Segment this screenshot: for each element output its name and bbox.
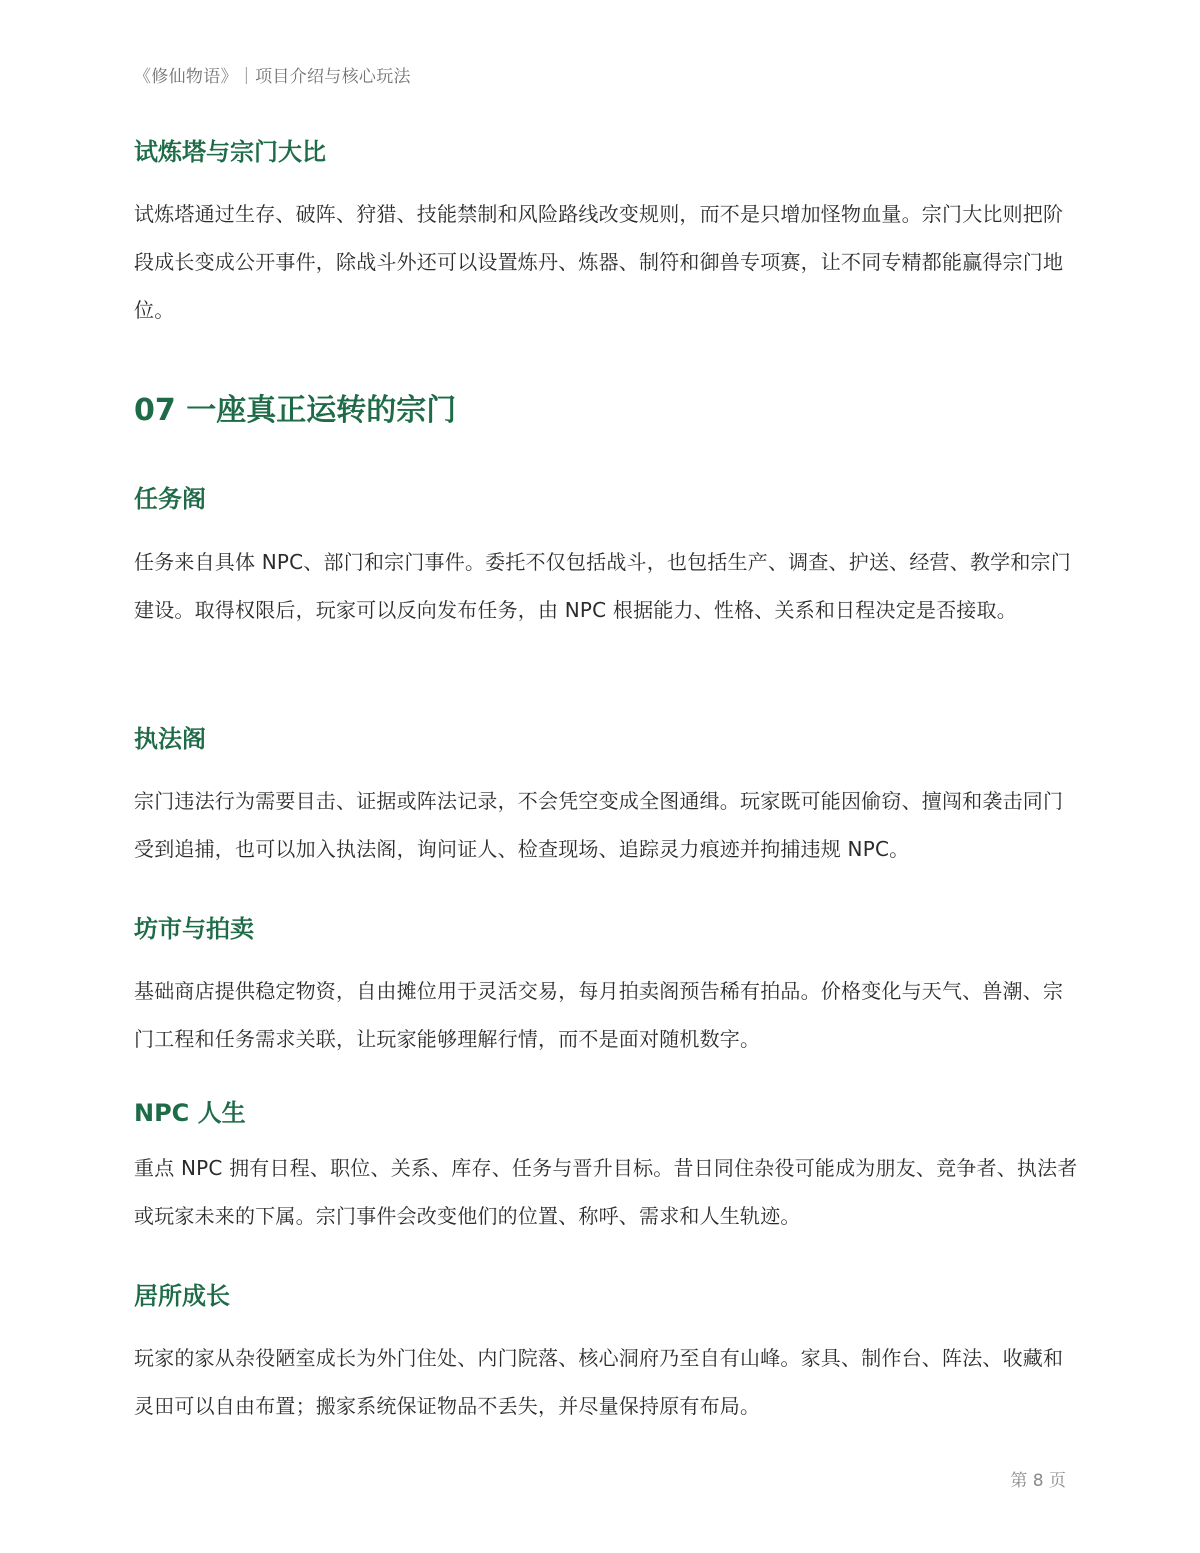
paragraph-market: 基础商店提供稳定物资，自由摊位用于灵活交易，每月拍卖阁预告稀有拍品。价格变化与天气、兽潮、宗门工程和任务需求关联，让玩家能够理解行情，而不是面对随机数字。 [134,979,1064,1051]
chapter-heading: 07 一座真正运转的宗门 [134,393,457,428]
paragraph-npc-life: 重点 NPC 拥有日程、职位、关系、库存、任务与晋升目标。昔日同住杂役可能成为朋友、竞争者、执法者或玩家未来的下属。宗门事件会改变他们的位置、称呼、需求和人生轨迹。 [134,1156,1078,1228]
heading-law-hall: 执法阁 [134,725,206,753]
heading-residence: 居所成长 [134,1282,230,1310]
paragraph-trial-tower: 试炼塔通过生存、破阵、狩猎、技能禁制和风险路线改变规则，而不是只增加怪物血量。宗门大比则把阶段成长变成公开事件，除战斗外还可以设置炼丹、炼器、制符和御兽专项赛，让不同专精都能赢得宗门地位。 [134,202,1064,322]
heading-market: 坊市与拍卖 [134,915,254,943]
paragraph-mission-hall: 任务来自具体 NPC、部门和宗门事件。委托不仅包括战斗，也包括生产、调查、护送、经营、教学和宗门建设。取得权限后，玩家可以反向发布任务，由 NPC 根据能力、性格、关系和日程决定是否接取。 [134,550,1071,622]
paragraph-law-hall: 宗门违法行为需要目击、证据或阵法记录，不会凭空变成全图通缉。玩家既可能因偷窃、擅闯和袭击同门受到追捕，也可以加入执法阁，询问证人、检查现场、追踪灵力痕迹并拘捕违规 NPC。 [134,789,1064,861]
page-header: 《修仙物语》｜项目介绍与核心玩法 [134,67,411,87]
heading-mission-hall: 任务阁 [134,485,206,513]
page-number: 第 8 页 [1010,1471,1066,1491]
paragraph-residence: 玩家的家从杂役陋室成长为外门住处、内门院落、核心洞府乃至自有山峰。家具、制作台、阵法、收藏和灵田可以自由布置；搬家系统保证物品不丢失，并尽量保持原有布局。 [134,1346,1064,1418]
heading-npc-life: NPC 人生 [134,1099,246,1127]
heading-trial-tower: 试炼塔与宗门大比 [134,138,326,166]
